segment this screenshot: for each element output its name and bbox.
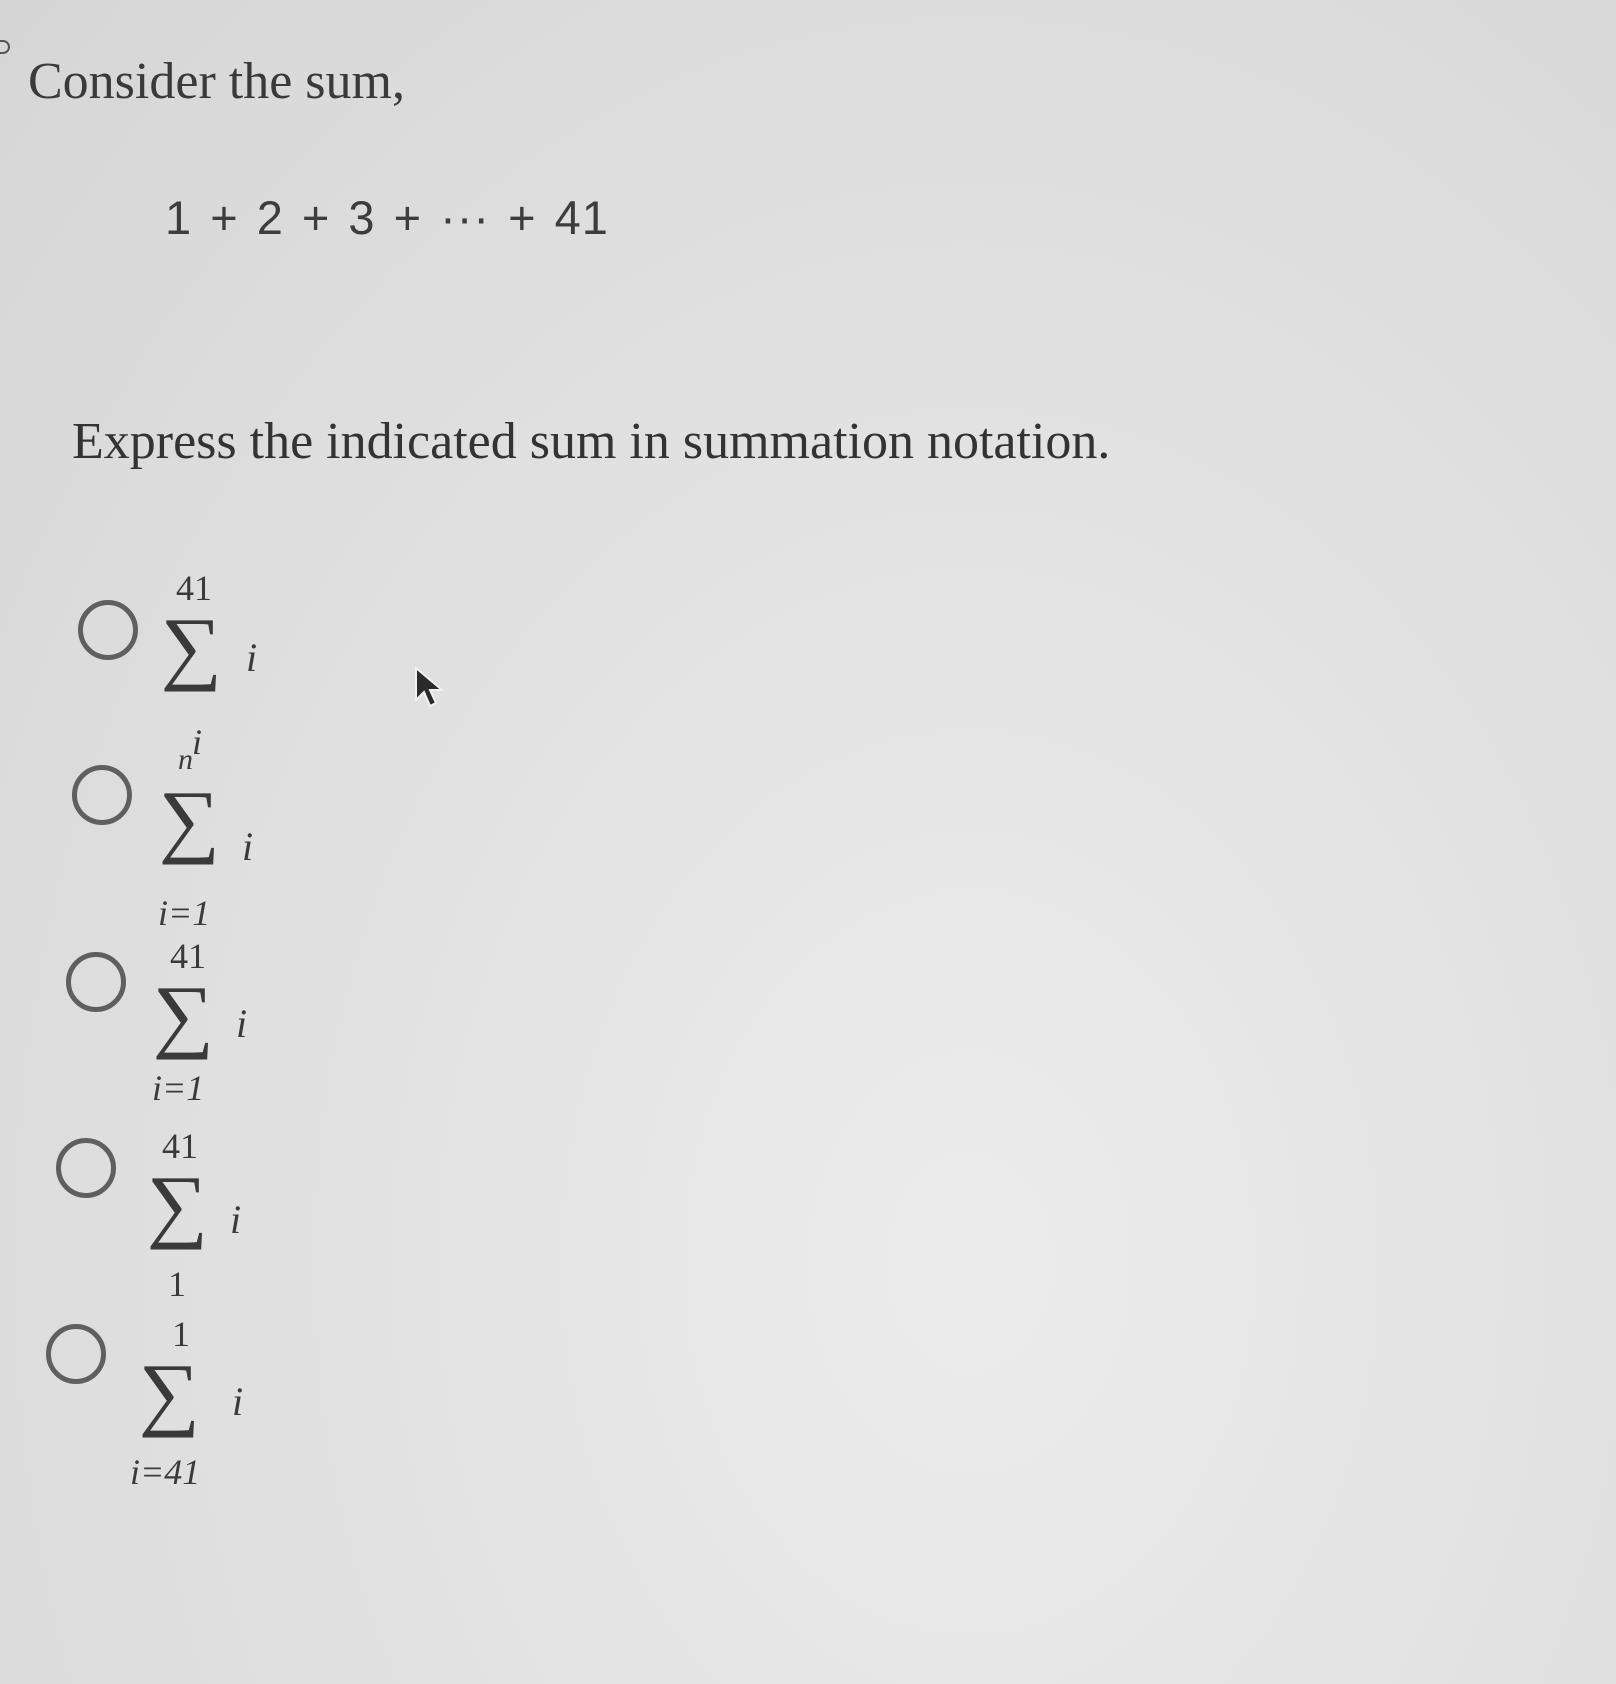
sigma-icon: ∑: [158, 774, 220, 865]
edge-fragment-icon: [0, 40, 10, 54]
answer-option-3[interactable]: [66, 936, 386, 1132]
summand: i: [246, 635, 258, 680]
summand: i: [230, 1197, 242, 1242]
radio-unselected-icon[interactable]: [78, 600, 138, 660]
sigma-lower-limit: i=1: [158, 893, 211, 933]
question-prompt: Express the indicated sum in summation notation.: [72, 413, 1111, 470]
sigma-upper-limit: 41: [162, 1126, 198, 1166]
answer-option-2[interactable]: [72, 743, 392, 945]
sigma-lower-limit: i: [192, 722, 203, 762]
sigma-upper-limit: 41: [176, 568, 212, 608]
sigma-icon: ∑: [160, 601, 222, 692]
sigma-upper-limit: 41: [170, 936, 206, 976]
answer-option-1[interactable]: [78, 568, 398, 762]
radio-unselected-icon[interactable]: [66, 952, 126, 1012]
summand: i: [232, 1379, 244, 1424]
sigma-upper-limit: n: [178, 743, 193, 776]
sigma-lower-limit: 1: [168, 1264, 186, 1304]
radio-unselected-icon[interactable]: [56, 1138, 116, 1198]
summand: i: [236, 1001, 248, 1046]
sigma-icon: ∑: [152, 969, 214, 1060]
sigma-upper-limit: 1: [172, 1314, 190, 1354]
summand: i: [242, 824, 254, 869]
radio-unselected-icon[interactable]: [72, 765, 132, 825]
radio-unselected-icon[interactable]: [46, 1324, 106, 1384]
sigma-lower-limit: i=41: [130, 1452, 201, 1492]
answer-option-5[interactable]: [46, 1314, 366, 1504]
sigma-icon: ∑: [138, 1347, 200, 1438]
sum-expression: 1 + 2 + 3 + ··· + 41: [165, 191, 609, 244]
sigma-icon: ∑: [146, 1159, 208, 1250]
sigma-lower-limit: i=1: [152, 1068, 205, 1108]
answer-option-4[interactable]: [56, 1126, 376, 1318]
mouse-pointer-icon: [414, 666, 448, 710]
question-intro: Consider the sum,: [28, 53, 405, 110]
